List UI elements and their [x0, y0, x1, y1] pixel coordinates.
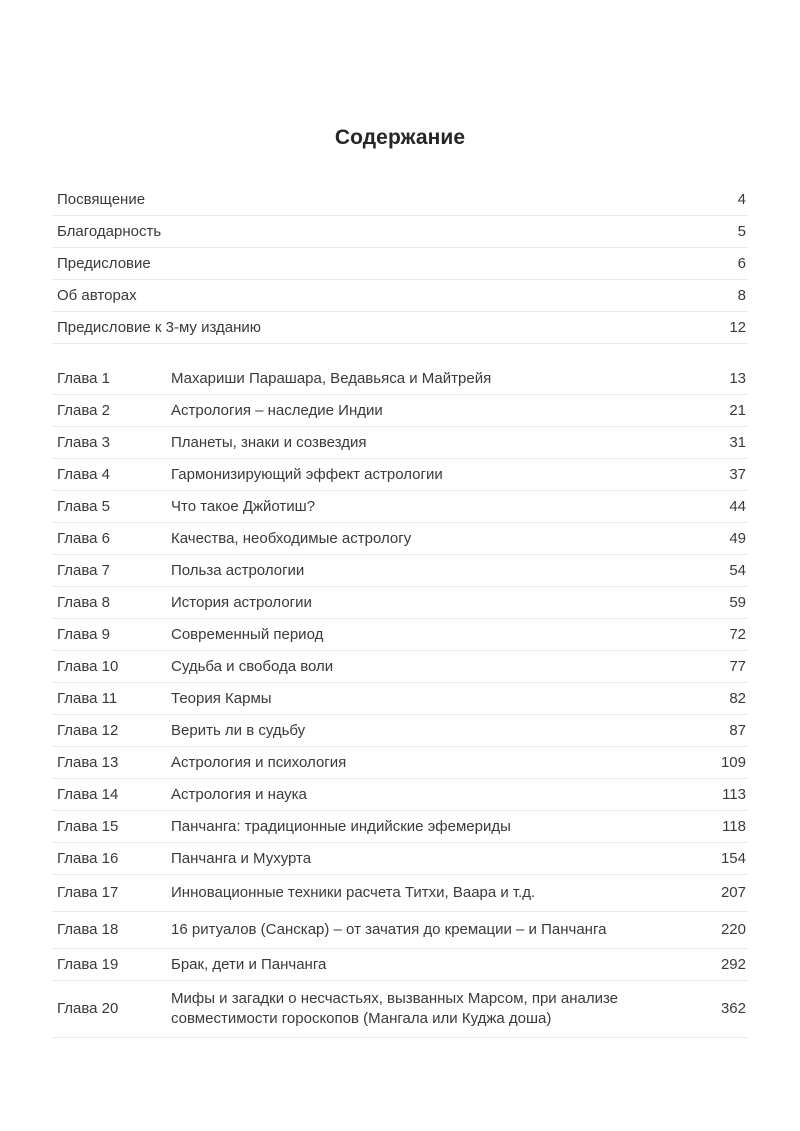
toc-entry-row[interactable]	[52, 184, 748, 216]
chapter-title: Гармонизирующий эффект астрологии	[171, 459, 684, 491]
page-title: Содержание	[334, 126, 466, 149]
chapter-row[interactable]	[52, 843, 748, 875]
chapter-label: Глава 20	[52, 981, 171, 1038]
chapter-label: Глава 18	[52, 912, 171, 949]
chapter-row[interactable]	[52, 779, 748, 811]
chapter-title: Верить ли в судьбу	[171, 715, 684, 747]
toc-entry-page-number: 5	[684, 216, 748, 248]
chapter-page-number: 37	[684, 459, 748, 491]
chapter-title: Качества, необходимые астрологу	[171, 523, 684, 555]
chapter-label: Глава 6	[52, 523, 171, 555]
chapter-label: Глава 12	[52, 715, 171, 747]
chapter-page-number: 362	[684, 981, 748, 1038]
chapter-label: Глава 4	[52, 459, 171, 491]
chapter-title: Астрология – наследие Индии	[171, 395, 684, 427]
chapter-title: Польза астрологии	[171, 555, 684, 587]
chapter-label: Глава 9	[52, 619, 171, 651]
chapter-page-number: 72	[684, 619, 748, 651]
chapter-page-number: 220	[684, 912, 748, 949]
chapter-page-number: 207	[684, 875, 748, 912]
toc-entry-page-number: 12	[684, 312, 748, 344]
chapters-table	[52, 363, 748, 1038]
toc-entry-label: Благодарность	[52, 216, 684, 248]
section-divider-space	[52, 344, 748, 363]
chapter-title: Судьба и свобода воли	[171, 651, 684, 683]
chapter-title: Теория Кармы	[171, 683, 684, 715]
chapter-row[interactable]	[52, 619, 748, 651]
chapter-row[interactable]	[52, 459, 748, 491]
chapter-row[interactable]	[52, 555, 748, 587]
toc-entry-label: Посвящение	[52, 184, 684, 216]
chapter-label: Глава 17	[52, 875, 171, 912]
chapter-title: Махариши Парашара, Ведавьяса и Майтрейя	[171, 363, 684, 395]
chapter-page-number: 118	[684, 811, 748, 843]
chapter-row[interactable]	[52, 912, 748, 949]
chapter-page-number: 113	[684, 779, 748, 811]
chapter-row[interactable]	[52, 715, 748, 747]
chapter-title: История астрологии	[171, 587, 684, 619]
chapter-title: Астрология и наука	[171, 779, 684, 811]
toc-entry-row[interactable]	[52, 280, 748, 312]
chapter-label: Глава 13	[52, 747, 171, 779]
toc-entry-row[interactable]	[52, 248, 748, 280]
toc-entry-row[interactable]	[52, 216, 748, 248]
chapter-row[interactable]	[52, 683, 748, 715]
chapter-title: Брак, дети и Панчанга	[171, 949, 684, 981]
chapter-label: Глава 3	[52, 427, 171, 459]
chapter-row[interactable]	[52, 427, 748, 459]
chapter-page-number: 13	[684, 363, 748, 395]
chapter-label: Глава 15	[52, 811, 171, 843]
chapter-label: Глава 16	[52, 843, 171, 875]
chapter-title: Мифы и загадки о несчастьях, вызванных Марсом, при анализе совместимости гороскопов (Мангала или Куджа доша)	[171, 981, 684, 1038]
chapter-label: Глава 7	[52, 555, 171, 587]
chapter-title: Современный период	[171, 619, 684, 651]
toc-entry-page-number: 4	[684, 184, 748, 216]
chapter-page-number: 49	[684, 523, 748, 555]
chapter-row[interactable]	[52, 981, 748, 1038]
chapter-page-number: 59	[684, 587, 748, 619]
chapter-label: Глава 1	[52, 363, 171, 395]
chapter-row[interactable]	[52, 363, 748, 395]
chapter-title: Панчанга: традиционные индийские эфемериды	[171, 811, 684, 843]
chapter-page-number: 31	[684, 427, 748, 459]
chapter-label: Глава 5	[52, 491, 171, 523]
chapter-row[interactable]	[52, 523, 748, 555]
chapter-title: Астрология и психология	[171, 747, 684, 779]
chapter-rows	[52, 363, 748, 1038]
chapter-label: Глава 14	[52, 779, 171, 811]
chapter-row[interactable]	[52, 875, 748, 912]
chapter-page-number: 292	[684, 949, 748, 981]
toc-entry-row[interactable]	[52, 312, 748, 344]
toc-entry-label: Предисловие к 3-му изданию	[52, 312, 684, 344]
chapter-row[interactable]	[52, 651, 748, 683]
front-matter-table	[52, 184, 748, 344]
toc-entry-page-number: 6	[684, 248, 748, 280]
chapter-page-number: 154	[684, 843, 748, 875]
chapter-page-number: 21	[684, 395, 748, 427]
chapter-page-number: 109	[684, 747, 748, 779]
toc-entry-label: Об авторах	[52, 280, 684, 312]
chapter-label: Глава 10	[52, 651, 171, 683]
toc-entry-label: Предисловие	[52, 248, 684, 280]
toc-entry-page-number: 8	[684, 280, 748, 312]
chapter-page-number: 54	[684, 555, 748, 587]
chapter-title: Что такое Джйотиш?	[171, 491, 684, 523]
chapter-label: Глава 8	[52, 587, 171, 619]
chapter-label: Глава 19	[52, 949, 171, 981]
chapter-row[interactable]	[52, 949, 748, 981]
chapter-page-number: 82	[684, 683, 748, 715]
chapter-page-number: 77	[684, 651, 748, 683]
chapter-page-number: 44	[684, 491, 748, 523]
chapter-label: Глава 11	[52, 683, 171, 715]
front-matter-rows	[52, 184, 748, 344]
chapter-row[interactable]	[52, 587, 748, 619]
chapter-row[interactable]	[52, 491, 748, 523]
chapter-row[interactable]	[52, 811, 748, 843]
chapter-label: Глава 2	[52, 395, 171, 427]
chapter-row[interactable]	[52, 395, 748, 427]
chapter-title: Инновационные техники расчета Титхи, Ваара и т.д.	[171, 875, 684, 912]
chapter-title: Панчанга и Мухурта	[171, 843, 684, 875]
chapter-row[interactable]	[52, 747, 748, 779]
toc-body	[52, 184, 748, 1038]
chapter-title: 16 ритуалов (Санскар) – от зачатия до кремации – и Панчанга	[171, 912, 684, 949]
chapter-title: Планеты, знаки и созвездия	[171, 427, 684, 459]
chapter-page-number: 87	[684, 715, 748, 747]
